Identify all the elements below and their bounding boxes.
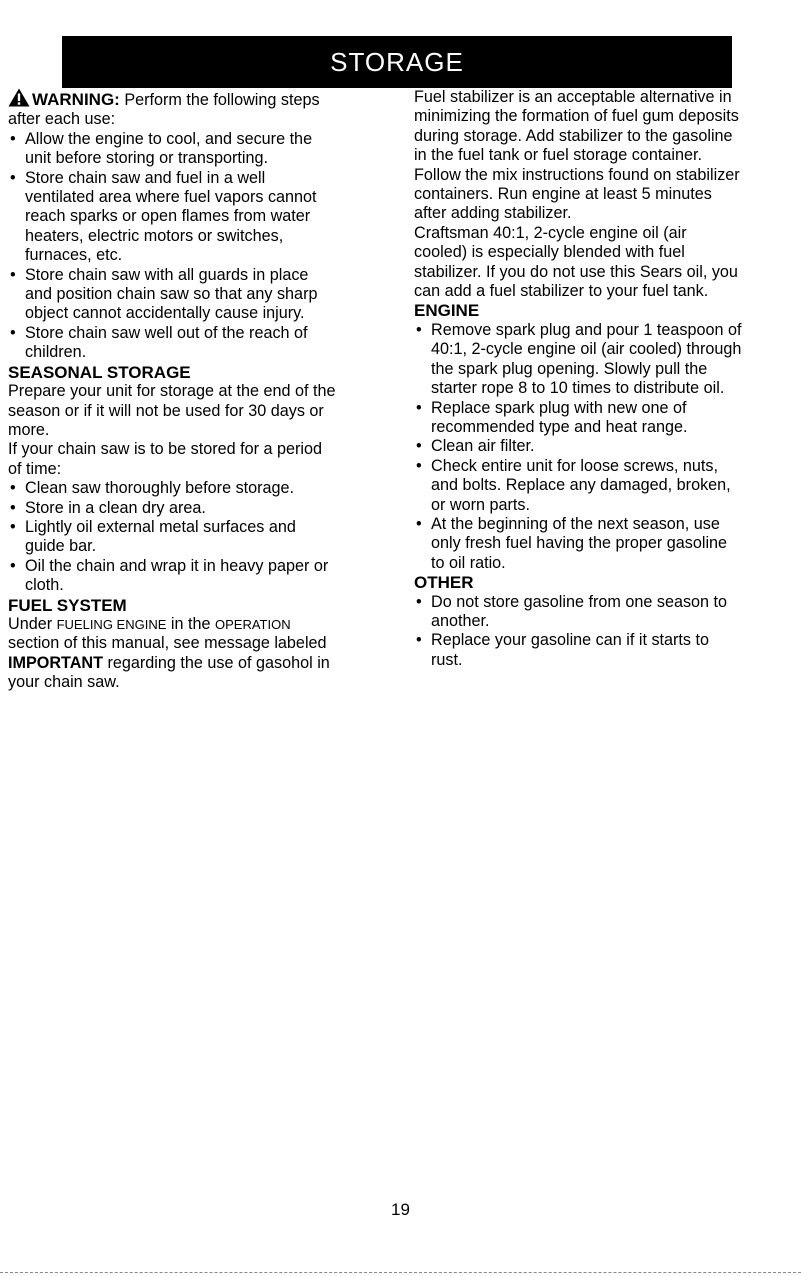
fuel-text-a: Under (8, 614, 57, 633)
page-number: 19 (391, 1200, 410, 1219)
fuel-system-heading: FUEL SYSTEM (8, 595, 127, 615)
list-item: • Remove spark plug and pour 1 teaspoon of 40:1, 2-cycle engine oil (air cooled) through the spark plug opening. Slowly pull the starter rope 8 to 10 times to distribute oil. (414, 321, 744, 399)
list-item: • Do not store gasoline from one season to another. (414, 593, 744, 632)
engine-list (414, 321, 744, 573)
seasonal-storage-heading: SEASONAL STORAGE (8, 362, 191, 382)
list-item: • Replace spark plug with new one of recommended type and heat range. (414, 399, 744, 438)
right-column (414, 88, 744, 670)
operation-ref: OPERATION (215, 616, 291, 632)
warning-paragraph (8, 88, 338, 130)
page-bottom-divider (0, 1272, 801, 1274)
list-item: • Clean saw thoroughly before storage. (8, 479, 338, 498)
fueling-engine-ref: FUELING ENGINE (56, 616, 167, 632)
list-item: • At the beginning of the next season, use only fresh fuel having the proper gasoline to oil ratio. (414, 515, 744, 573)
section-title-banner (62, 36, 732, 88)
fuel-text-c: section of this manual, see message labeled (8, 634, 327, 653)
list-item: • Store chain saw with all guards in place and position chain saw so that any sharp object cannot accidentally cause injury. (8, 266, 338, 324)
other-list (414, 593, 744, 671)
stabilizer-paragraph-1: Fuel stabilizer is an acceptable alternative in minimizing the formation of fuel gum deposits during storage. Add stabilizer to the gasoline in the fuel tank or fuel storage container. Follow the mix instructions found on stabilizer containers. Run engine at least 5 minutes after adding stabilizer. (414, 88, 740, 223)
list-item: • Oil the chain and wrap it in heavy paper or cloth. (8, 557, 338, 596)
other-heading: OTHER (414, 573, 474, 593)
list-item: • Store in a clean dry area. (8, 499, 338, 518)
warning-intro: Perform the following steps after each use: (8, 91, 320, 129)
seasonal-paragraph-1: Prepare your unit for storage at the end of the season or if it will not be used for 30 days or more. (8, 382, 336, 439)
list-item: • Allow the engine to cool, and secure the unit before storing or transporting. (8, 130, 338, 169)
fuel-text-d: regarding the use of gasohol in your chain saw. (8, 653, 330, 692)
section-title: STORAGE (330, 46, 464, 77)
stabilizer-paragraph-2: Craftsman 40:1, 2-cycle engine oil (air cooled) is especially blended with fuel stabilizer. If you do not use this Sears oil, you can add a fuel stabilizer to your fuel tank. (414, 223, 738, 301)
list-item: • Store chain saw and fuel in a well ventilated area where fuel vapors cannot reach sparks or open flames from water heaters, electric motors or switches, furnaces, etc. (8, 169, 338, 266)
seasonal-paragraph-2: If your chain saw is to be stored for a period of time: (8, 440, 323, 478)
warning-triangle-icon (8, 88, 30, 107)
left-column (8, 88, 338, 693)
list-item: • Lightly oil external metal surfaces and guide bar. (8, 518, 338, 557)
list-item: • Clean air filter. (414, 437, 744, 456)
important-label: IMPORTANT (8, 653, 104, 672)
fuel-system-paragraph (8, 615, 338, 693)
warning-list (8, 130, 338, 363)
warning-label: WARNING: (32, 90, 120, 109)
list-item: • Replace your gasoline can if it starts to rust. (414, 631, 744, 670)
seasonal-list (8, 479, 338, 595)
engine-heading: ENGINE (414, 301, 480, 321)
list-item: • Check entire unit for loose screws, nuts, and bolts. Replace any damaged, broken, or worn parts. (414, 457, 744, 515)
fuel-text-b: in the (166, 614, 215, 633)
list-item: • Store chain saw well out of the reach of children. (8, 324, 338, 363)
